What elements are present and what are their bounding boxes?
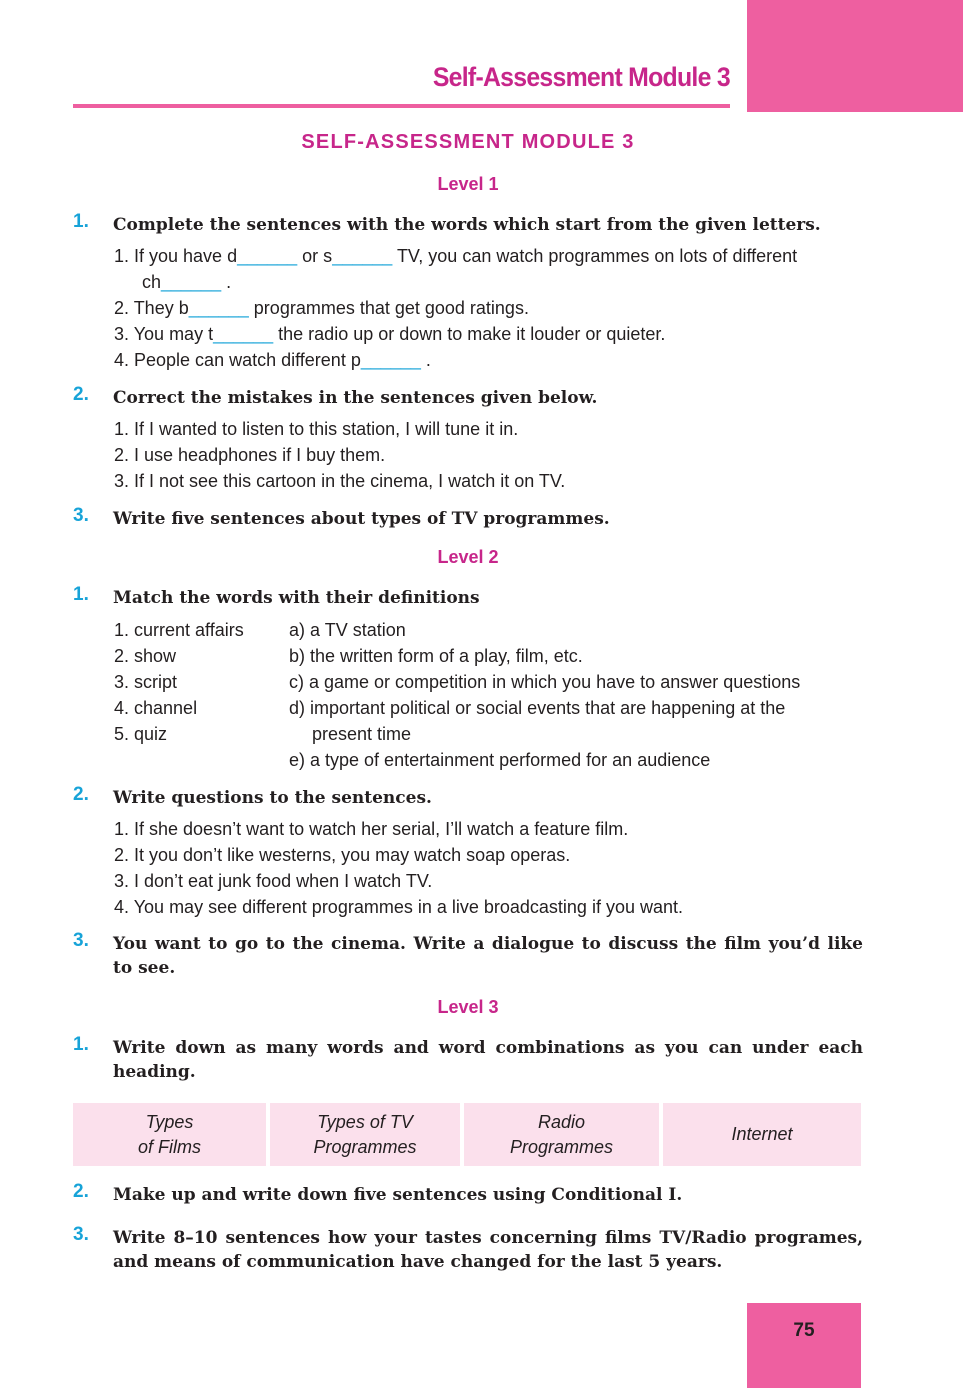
matching-exercise <box>114 617 874 777</box>
level-1-task-3 <box>73 507 863 531</box>
heading-cell-types-of-tv-programmes: Types of TV Programmes <box>270 1103 460 1166</box>
heading-cell-internet: Internet <box>663 1103 861 1166</box>
task-instruction: Correct the mistakes in the sentences given below. <box>113 388 598 408</box>
list-item: 3. If I not see this cartoon in the cinema, I watch it on TV. <box>114 471 566 491</box>
definition-item: e) a type of entertainment performed for an audience <box>289 750 711 770</box>
heading-cell-radio-programmes: Radio Programmes <box>464 1103 659 1166</box>
task-number: 1. <box>73 211 89 232</box>
task-number: 3. <box>73 505 89 526</box>
word-item: 5. quiz <box>114 724 168 744</box>
task-number: 3. <box>73 930 89 951</box>
level-2-task-2-items <box>114 816 874 920</box>
list-item: 2. They b______ programmes that get good ratings. <box>114 298 529 318</box>
level-1-heading: Level 1 <box>437 174 499 194</box>
task-number: 2. <box>73 1181 89 1202</box>
level-3-task-2 <box>73 1183 863 1207</box>
level-3-task-3 <box>73 1226 863 1274</box>
list-item: 4. People can watch different p______ . <box>114 350 431 370</box>
list-item: 2. I use headphones if I buy them. <box>114 445 386 465</box>
word-item: 2. show <box>114 646 177 666</box>
header-rule <box>73 104 730 108</box>
task-number: 3. <box>73 1224 89 1245</box>
task-instruction: Write questions to the sentences. <box>113 788 432 808</box>
running-head: Self-Assessment Module 3 <box>432 62 730 92</box>
word-item: 4. channel <box>114 698 198 718</box>
task-number: 1. <box>73 1034 89 1055</box>
task-instruction: Write 8–10 sentences how your tastes concerning films TV/Radio programes, and means of communication have changed for the last 5 years. <box>113 1228 863 1272</box>
task-number: 2. <box>73 384 89 405</box>
level-1-task-1-items <box>114 243 874 373</box>
definition-item: a) a TV station <box>289 620 406 640</box>
level-1-task-1 <box>73 213 863 237</box>
word-item: 1. current affairs <box>114 620 244 640</box>
list-item: 1. If she doesn’t want to watch her serial, I’ll watch a feature film. <box>114 819 629 839</box>
definition-item-continued: present time <box>312 724 412 744</box>
definition-item: b) the written form of a play, film, etc. <box>289 646 583 666</box>
task-instruction: Write five sentences about types of TV programmes. <box>113 509 610 529</box>
page-number: 75 <box>793 1320 815 1341</box>
list-item: 4. You may see different programmes in a live broadcasting if you want. <box>114 897 683 917</box>
level-2-heading: Level 2 <box>437 547 499 567</box>
level-3-task-1 <box>73 1036 863 1084</box>
level-2-task-3 <box>73 932 863 980</box>
list-item: 3. I don’t eat junk food when I watch TV. <box>114 871 433 891</box>
task-number: 1. <box>73 584 89 605</box>
list-item: 3. You may t______ the radio up or down to make it louder or quieter. <box>114 324 666 344</box>
list-item: ch______ . <box>142 272 232 292</box>
page-title: SELF-ASSESSMENT MODULE 3 <box>301 131 635 153</box>
list-item: 1. If I wanted to listen to this station, I will tune it in. <box>114 419 519 439</box>
task-instruction: Complete the sentences with the words which start from the given letters. <box>113 215 821 235</box>
task-instruction: You want to go to the cinema. Write a dialogue to discuss the film you’d like to see. <box>113 934 863 978</box>
corner-accent-block <box>747 0 963 112</box>
level-1-task-2-items <box>114 416 874 494</box>
task-instruction: Make up and write down five sentences using Conditional I. <box>113 1185 683 1205</box>
definition-item: c) a game or competition in which you have to answer questions <box>289 672 801 692</box>
task-instruction: Write down as many words and word combinations as you can under each heading. <box>113 1038 863 1082</box>
list-item: 2. It you don’t like westerns, you may watch soap operas. <box>114 845 571 865</box>
word-column <box>114 617 284 747</box>
task-number: 2. <box>73 784 89 805</box>
heading-cell-types-of-films: Types of Films <box>73 1103 266 1166</box>
definition-column <box>289 617 879 773</box>
list-item: 1. If you have d______ or s______ TV, you can watch programmes on lots of different <box>114 246 798 266</box>
level-3-heading: Level 3 <box>437 997 499 1017</box>
task-instruction: Match the words with their definitions <box>113 588 480 608</box>
definition-item: d) important political or social events that are happening at the <box>289 698 786 718</box>
level-2-task-1 <box>73 586 863 610</box>
page-number-box <box>747 1303 861 1388</box>
headings-table <box>73 1103 861 1166</box>
level-2-task-2 <box>73 786 863 810</box>
word-item: 3. script <box>114 672 178 692</box>
level-1-task-2 <box>73 386 863 410</box>
